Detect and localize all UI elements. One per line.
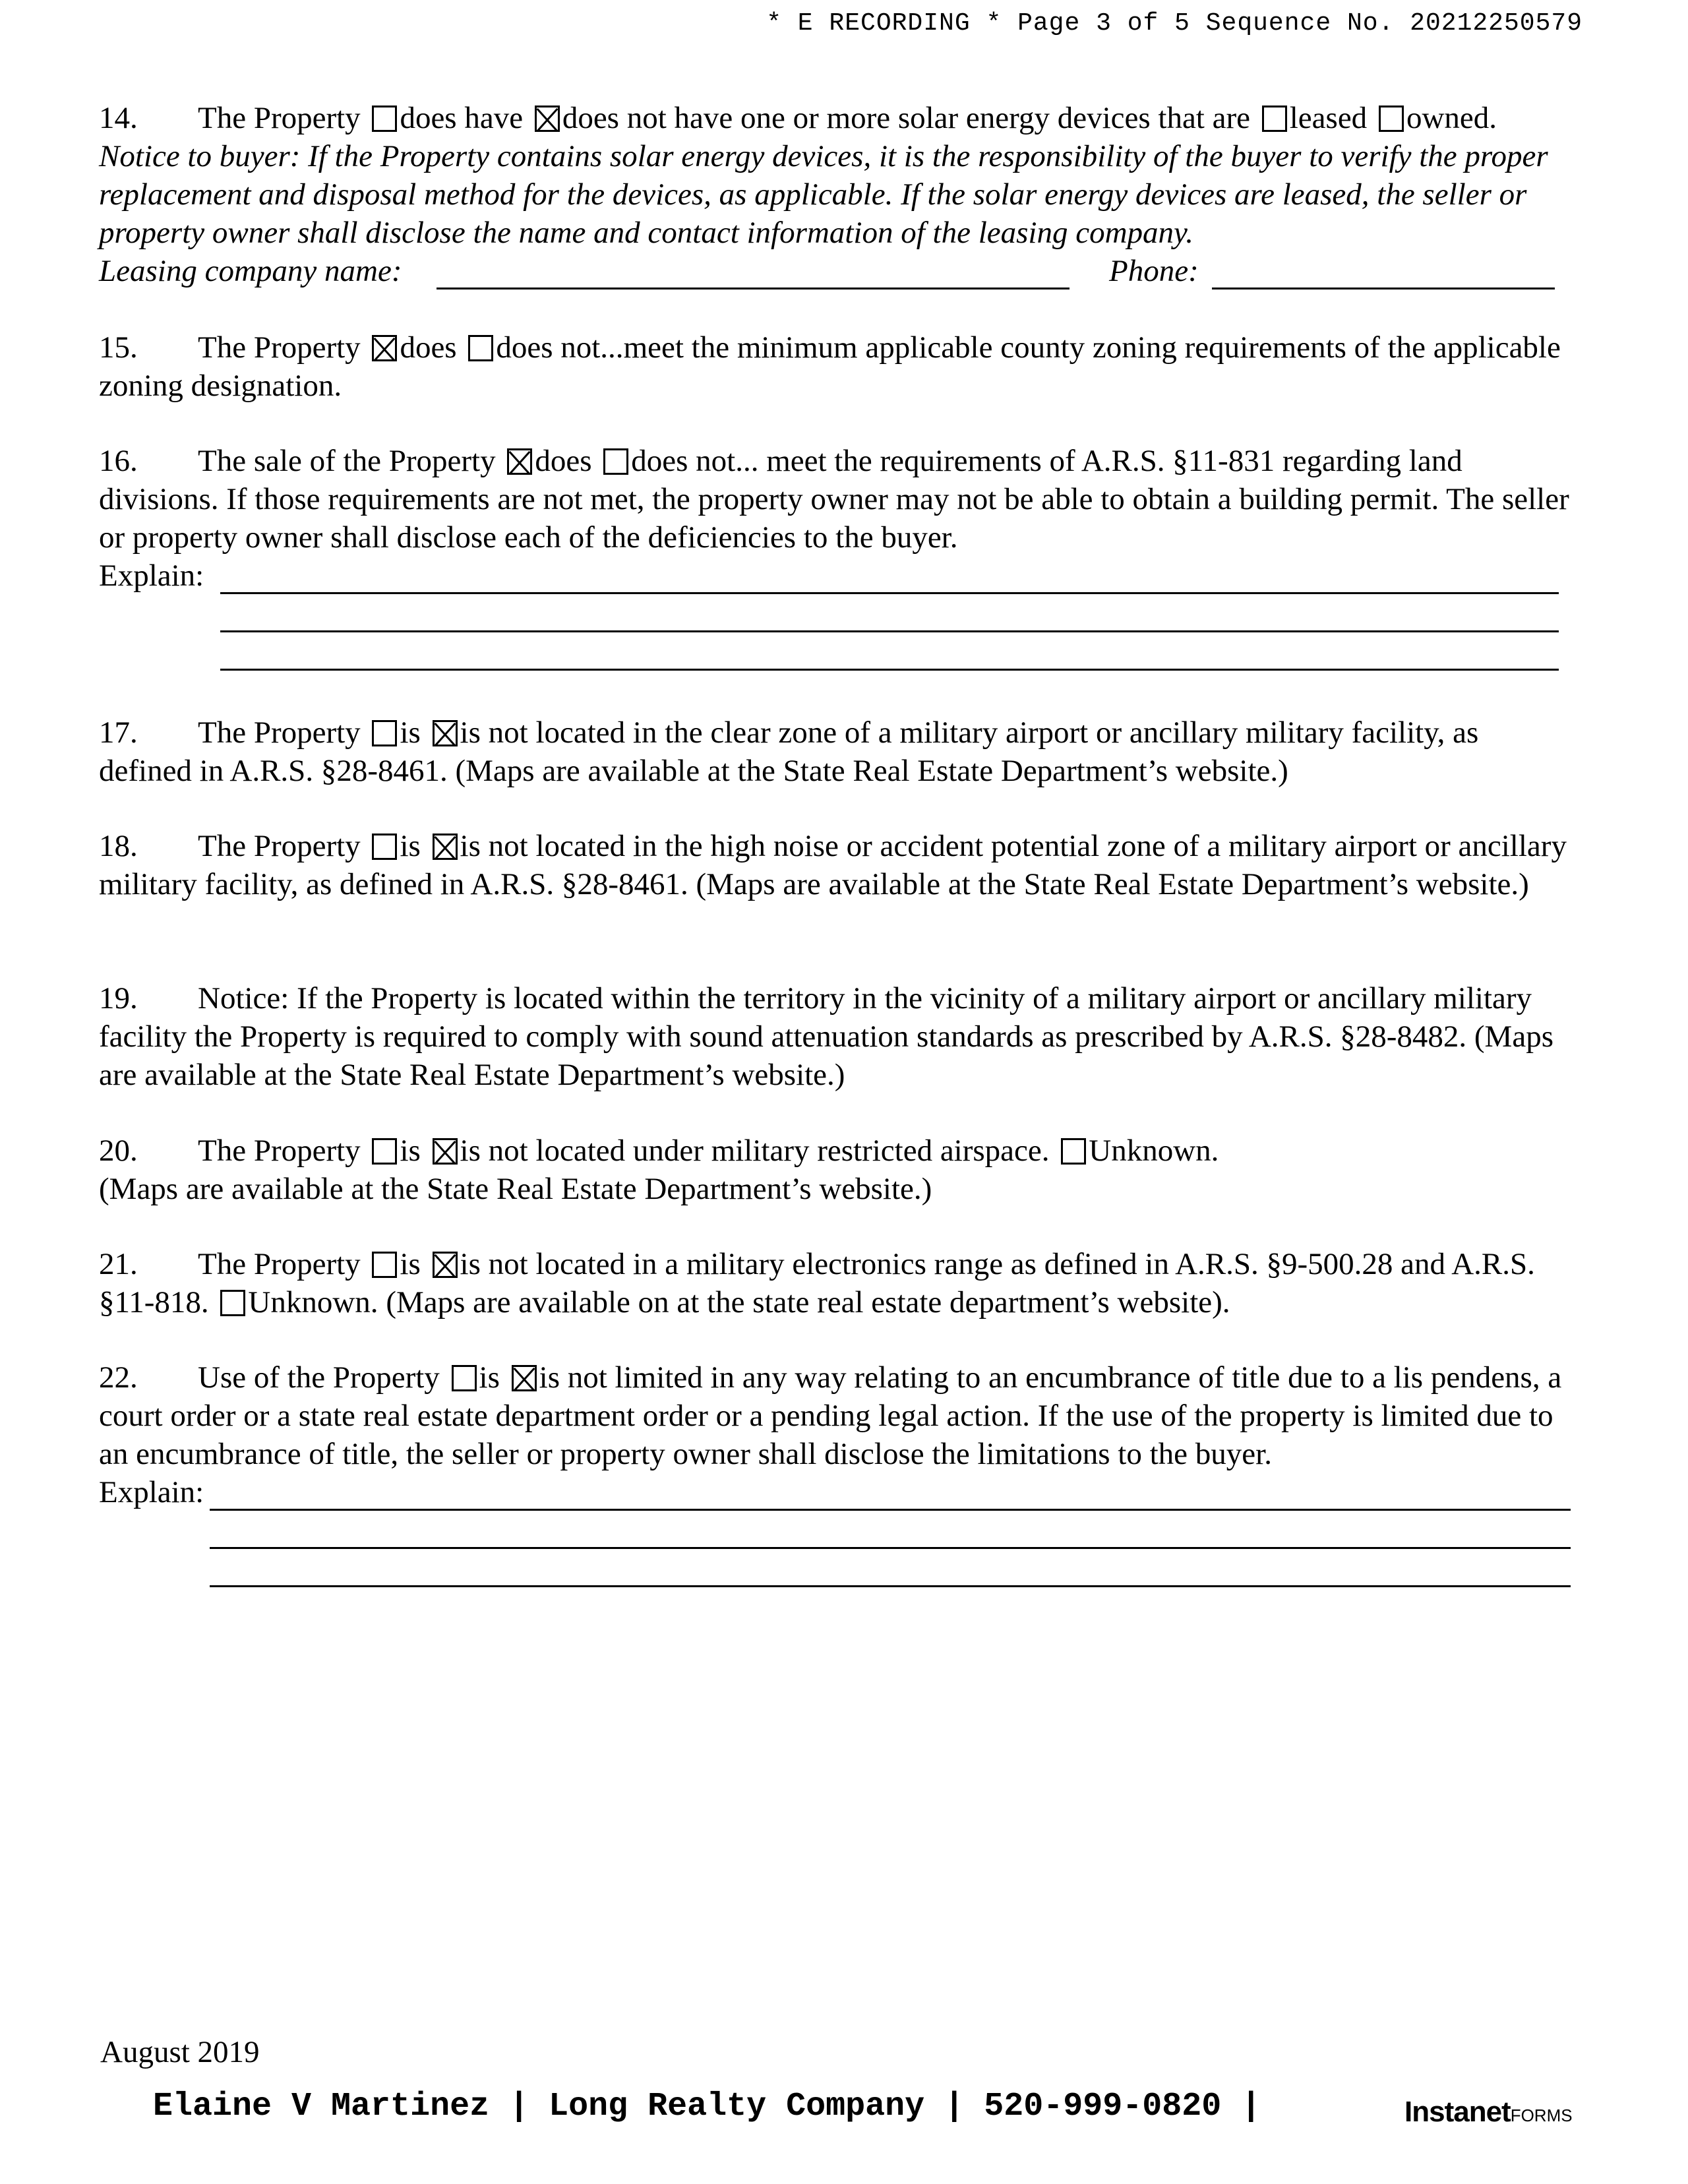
explain-label-22: Explain: [99, 1475, 204, 1509]
phone-line[interactable] [1212, 288, 1555, 289]
item-19 [99, 979, 1569, 1094]
option-label: does not have one or more solar energy devices that are [562, 101, 1250, 135]
option-label: does [535, 444, 592, 478]
item-16 [99, 442, 1569, 557]
checkbox-14-does-have[interactable] [372, 106, 397, 132]
agent-info: Elaine V Martinez | Long Realty Company | 520-999-0820 | [153, 2088, 1261, 2125]
item-number: 21. [99, 1247, 138, 1281]
leasing-company-line[interactable] [437, 288, 1070, 289]
item-22 [99, 1358, 1569, 1473]
checkbox-15-does-not[interactable] [468, 335, 493, 361]
checkbox-20-is-not[interactable] [433, 1138, 458, 1165]
explain-label-16: Explain: [99, 559, 204, 593]
item-lead: The Property [198, 101, 361, 135]
item-number: 15. [99, 330, 138, 365]
checkbox-16-does[interactable] [507, 448, 532, 475]
item-14 [99, 99, 1569, 252]
item-number: 14. [99, 101, 138, 135]
checkbox-20-unknown[interactable] [1061, 1138, 1086, 1165]
item-number: 22. [99, 1360, 138, 1395]
option-label: does have [400, 101, 524, 135]
checkbox-14-owned[interactable] [1379, 106, 1404, 132]
leasing-company-label: Leasing company name: [99, 254, 402, 288]
explain-line-16-3[interactable] [220, 669, 1559, 671]
option-label: is [400, 1247, 421, 1281]
option-label: leased [1289, 101, 1368, 135]
item-text: is not located in the high noise or accident potential zone of a military airport or ancillary military facility, as defined in A.R.S. §28-8461. (Maps are available at the State Real Estate Department’s website.) [99, 829, 1567, 901]
item-number: 20. [99, 1134, 138, 1168]
item-lead: The Property [198, 1134, 361, 1168]
maps-note: (Maps are available at the State Real Estate Department’s website.) [99, 1172, 932, 1206]
phone-label: Phone: [1109, 254, 1199, 288]
maps-note: (Maps are available on at the state real estate department’s website). [386, 1285, 1230, 1320]
item-number: 19. [99, 981, 138, 1016]
checkbox-22-is[interactable] [452, 1365, 477, 1391]
item-number: 18. [99, 829, 138, 863]
option-label: is [400, 715, 421, 750]
instanet-forms-logo [1404, 2096, 1573, 2129]
option-label: is [400, 829, 421, 863]
brand-main: Instanet [1404, 2096, 1511, 2128]
item-lead: The sale of the Property [198, 444, 496, 478]
option-label: Unknown. [248, 1285, 378, 1320]
checkbox-15-does[interactable] [372, 335, 397, 361]
item-text: meet the requirements of A.R.S. §11-831 regarding land divisions. If those requirements are not met, the property owner may not be able to obtain a building permit. The seller or property owner shall disclose each of the deficiencies to the buyer. [99, 444, 1569, 555]
option-label: does not... [631, 444, 759, 478]
option-label: does [400, 330, 457, 365]
checkbox-20-is[interactable] [372, 1138, 397, 1165]
item-text: is not limited in any way relating to an encumbrance of title due to a lis pendens, a court order or a state real estate department order or a pending legal action. If the use of the property is limited due to an encumbrance of title, the seller or property owner shall disclose the limitations to the buyer. [99, 1360, 1562, 1471]
checkbox-17-is[interactable] [372, 720, 397, 746]
checkbox-14-leased[interactable] [1262, 106, 1287, 132]
item-lead: The Property [198, 330, 361, 365]
explain-line-16-2[interactable] [220, 630, 1559, 632]
item-text: is not located in a military electronics range as defined in A.R.S. §9-500.28 and A.R.S. §11-818. [99, 1247, 1535, 1320]
item-20 [99, 1132, 1569, 1208]
brand-forms: FORMS [1510, 2106, 1573, 2125]
checkbox-18-is-not[interactable] [433, 834, 458, 860]
recording-header: * E RECORDING * Page 3 of 5 Sequence No. 20212250579 [766, 9, 1582, 38]
item-lead: The Property [198, 829, 361, 863]
option-label: is [400, 1134, 421, 1168]
item-text: Notice: If the Property is located within the territory in the vicinity of a military airport or ancillary military facility the Property is required to comply with sound attenuation standards as prescribed by A.R.S. §28-8482. (Maps are available at the State Real Estate Department’s website.) [99, 981, 1553, 1092]
item-21 [99, 1245, 1569, 1321]
item-text: is not located under military restricted airspace. [460, 1134, 1050, 1168]
checkbox-18-is[interactable] [372, 834, 397, 860]
option-label: is [479, 1360, 500, 1395]
item-lead: The Property [198, 1247, 361, 1281]
checkbox-22-is-not[interactable] [512, 1365, 537, 1391]
item-17 [99, 713, 1569, 790]
item-text: is not located in the clear zone of a military airport or ancillary military facility, as defined in A.R.S. §28-8461. (Maps are available at the State Real Estate Department’s website.) [99, 715, 1479, 788]
explain-line-22-2[interactable] [210, 1547, 1571, 1549]
option-label: owned. [1406, 101, 1497, 135]
solar-notice: Notice to buyer: If the Property contains solar energy devices, it is the responsibility of the buyer to verify the proper replacement and disposal method for the devices, as applicable. If the solar energy devices are leased, the seller or property owner shall disclose the name and contact information of the leasing company. [99, 139, 1548, 250]
item-lead: Use of the Property [198, 1360, 440, 1395]
item-text: meet the minimum applicable county zoning requirements of the applicable zoning designation. [99, 330, 1561, 403]
item-number: 16. [99, 444, 138, 478]
checkbox-14-does-not-have[interactable] [535, 106, 560, 132]
item-number: 17. [99, 715, 138, 750]
item-15 [99, 328, 1569, 405]
explain-line-22-3[interactable] [210, 1585, 1571, 1587]
option-label: Unknown. [1089, 1134, 1219, 1168]
checkbox-16-does-not[interactable] [603, 448, 628, 475]
explain-line-16-1[interactable] [220, 592, 1559, 594]
item-18 [99, 827, 1569, 903]
option-label: does not... [496, 330, 624, 365]
checkbox-17-is-not[interactable] [433, 720, 458, 746]
explain-line-22-1[interactable] [210, 1509, 1571, 1511]
form-date: August 2019 [100, 2035, 260, 2069]
checkbox-21-unknown[interactable] [220, 1290, 245, 1316]
checkbox-21-is[interactable] [372, 1252, 397, 1278]
item-lead: The Property [198, 715, 361, 750]
checkbox-21-is-not[interactable] [433, 1252, 458, 1278]
